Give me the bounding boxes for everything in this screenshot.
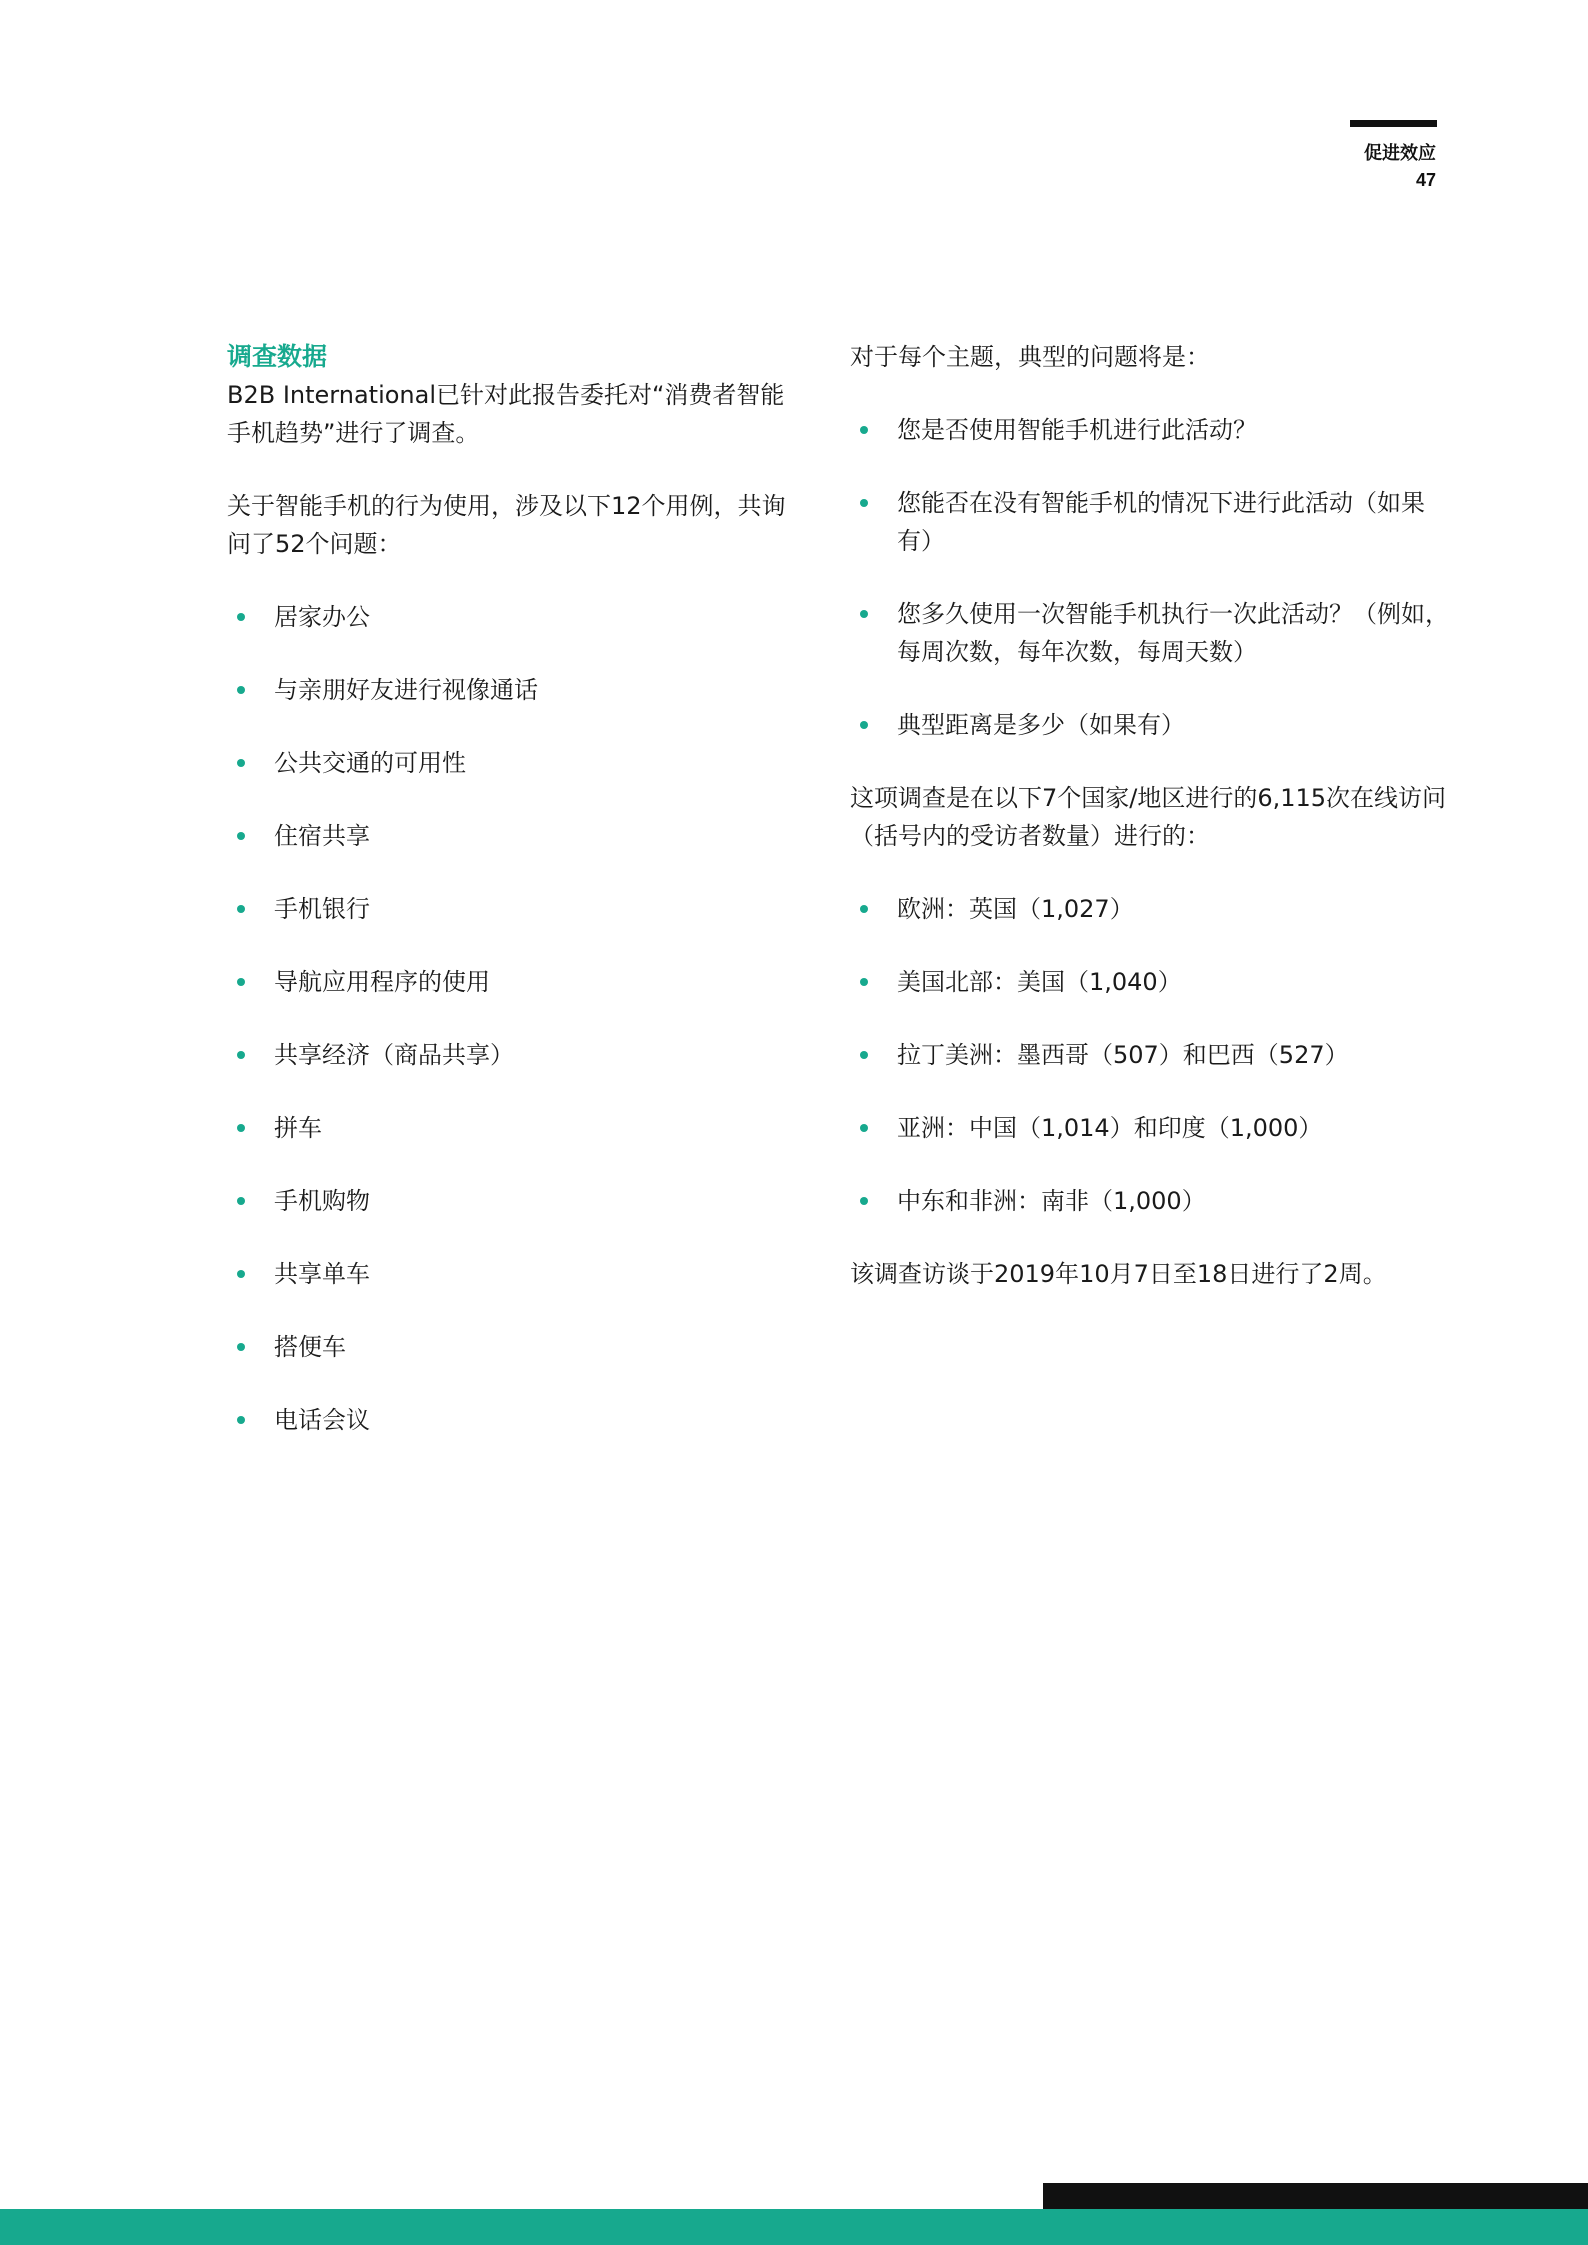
bullet-icon <box>237 1343 245 1351</box>
list-item <box>227 817 787 855</box>
intro-paragraph: B2B International已针对此报告委托对“消费者智能手机趋势”进行了调查。 <box>227 381 785 447</box>
list-item-text: 居家办公 <box>274 603 370 631</box>
bullet-icon <box>860 1051 868 1059</box>
bullet-icon <box>237 613 245 621</box>
usecase-list <box>227 598 787 1439</box>
list-item-text: 您多久使用一次智能手机执行一次此活动？（例如，每周次数，每年次数，每周天数） <box>897 600 1449 666</box>
list-item <box>850 1036 1450 1074</box>
closing-paragraph: 该调查访谈于2019年10月7日至18日进行了2周。 <box>850 1260 1387 1288</box>
list-item-text: 手机购物 <box>274 1187 370 1215</box>
list-item-text: 电话会议 <box>274 1406 370 1434</box>
list-item <box>227 598 787 636</box>
bullet-icon <box>860 978 868 986</box>
list-item <box>227 1109 787 1147</box>
list-item-text: 公共交通的可用性 <box>274 749 466 777</box>
bullet-icon <box>860 1124 868 1132</box>
list-item-text: 典型距离是多少（如果有） <box>897 711 1185 739</box>
bullet-icon <box>237 686 245 694</box>
list-item <box>850 706 1450 744</box>
bullet-icon <box>860 1197 868 1205</box>
list-item-text: 美国北部：美国（1,040） <box>897 968 1182 996</box>
footer-accent-bar <box>0 2209 1588 2245</box>
list-item-text: 住宿共享 <box>274 822 370 850</box>
list-item <box>850 595 1450 671</box>
list-item <box>850 484 1450 560</box>
list-item-text: 搭便车 <box>274 1333 346 1361</box>
bullet-icon <box>860 426 868 434</box>
list-item-text: 中东和非洲：南非（1,000） <box>897 1187 1206 1215</box>
bullet-icon <box>237 1051 245 1059</box>
bullet-icon <box>237 1124 245 1132</box>
list-item <box>227 890 787 928</box>
bullet-icon <box>860 610 868 618</box>
bullet-icon <box>860 499 868 507</box>
list-item <box>227 963 787 1001</box>
list-item <box>850 890 1450 928</box>
questions-intro: 对于每个主题，典型的问题将是： <box>850 343 1210 371</box>
list-item-text: 与亲朋好友进行视像通话 <box>274 676 538 704</box>
question-list <box>850 411 1450 744</box>
list-item <box>850 1109 1450 1147</box>
list-item-text: 手机银行 <box>274 895 370 923</box>
bullet-icon <box>237 1197 245 1205</box>
list-item-text: 您是否使用智能手机进行此活动？ <box>897 416 1257 444</box>
list-item-text: 共享经济（商品共享） <box>274 1041 514 1069</box>
bullet-icon <box>237 1416 245 1424</box>
section-title: 调查数据 <box>227 342 328 371</box>
list-item-text: 共享单车 <box>274 1260 370 1288</box>
bullet-icon <box>237 905 245 913</box>
bullet-icon <box>237 759 245 767</box>
header-rule <box>1350 120 1437 127</box>
list-item-text: 欧洲：英国（1,027） <box>897 895 1134 923</box>
list-item-text: 亚洲：中国（1,014）和印度（1,000） <box>897 1114 1323 1142</box>
bullet-icon <box>237 978 245 986</box>
bullet-icon <box>860 905 868 913</box>
page-number: 47 <box>1415 170 1436 190</box>
usecases-intro: 关于智能手机的行为使用，涉及以下12个用例，共询问了52个问题： <box>227 492 786 558</box>
bullet-icon <box>860 721 868 729</box>
left-column <box>227 338 787 1439</box>
list-item-text: 拼车 <box>274 1114 322 1142</box>
list-item <box>227 1182 787 1220</box>
right-column <box>850 338 1450 1293</box>
list-item <box>227 744 787 782</box>
list-item <box>227 1401 787 1439</box>
list-item <box>227 1255 787 1293</box>
footer-dark-bar <box>1043 2183 1588 2209</box>
list-item <box>850 1182 1450 1220</box>
region-list <box>850 890 1450 1220</box>
list-item <box>227 1328 787 1366</box>
list-item <box>850 963 1450 1001</box>
section-name: 促进效应 <box>1364 143 1436 164</box>
list-item-text: 导航应用程序的使用 <box>274 968 490 996</box>
bullet-icon <box>237 832 245 840</box>
survey-intro: 这项调查是在以下7个国家/地区进行的6,115次在线访问（括号内的受访者数量）进行的： <box>850 784 1447 850</box>
list-item-text: 您能否在没有智能手机的情况下进行此活动（如果有） <box>897 489 1425 555</box>
list-item <box>227 671 787 709</box>
list-item <box>850 411 1450 449</box>
list-item-text: 拉丁美洲：墨西哥（507）和巴西（527） <box>897 1041 1349 1069</box>
bullet-icon <box>237 1270 245 1278</box>
list-item <box>227 1036 787 1074</box>
